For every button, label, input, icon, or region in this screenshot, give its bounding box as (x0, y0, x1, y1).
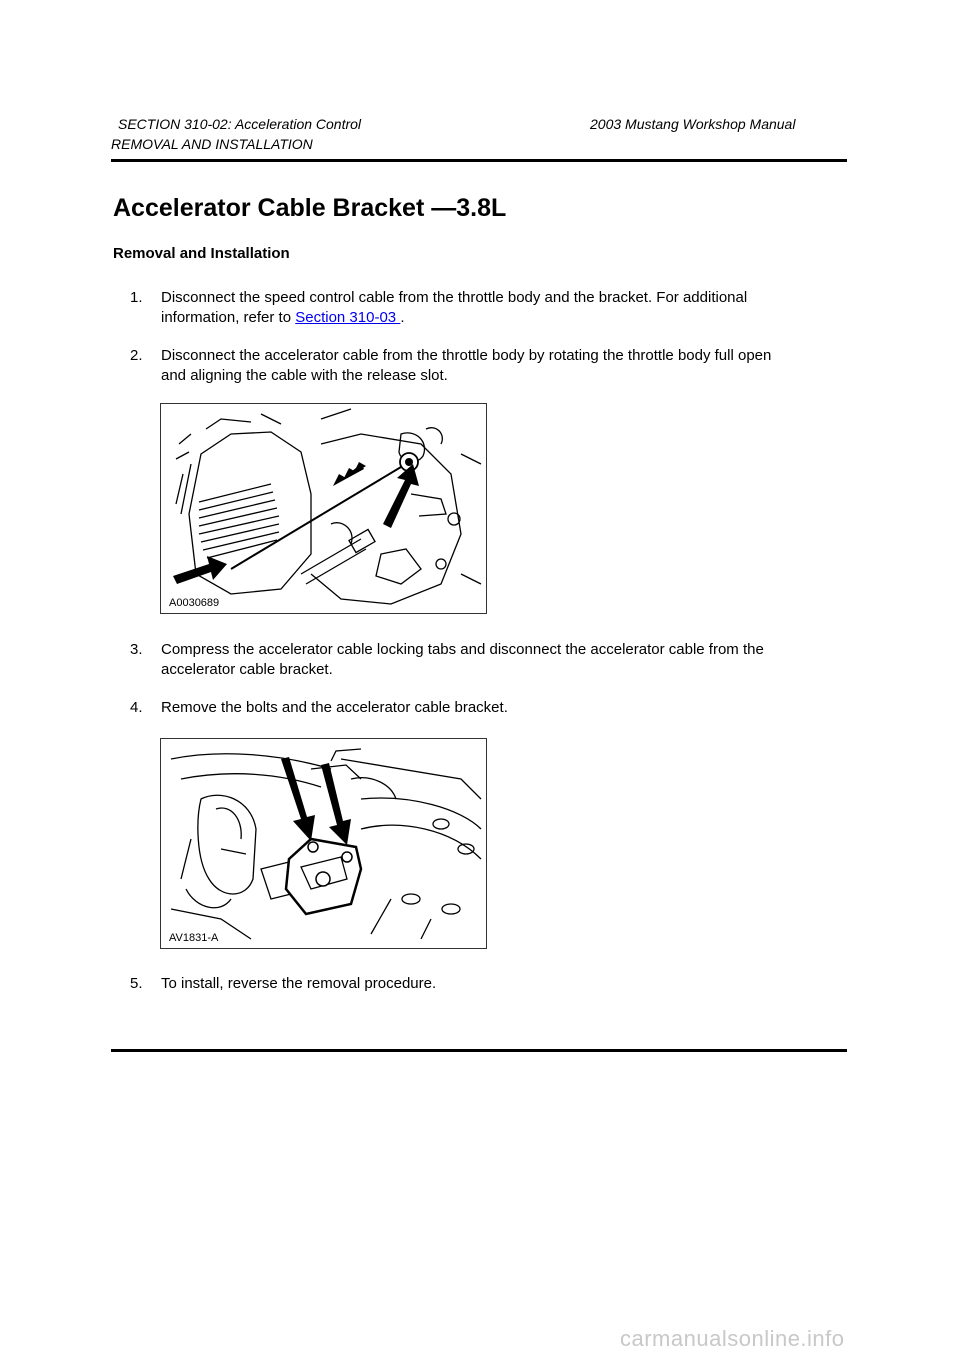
step-number: 3. (130, 641, 143, 658)
step-number: 5. (130, 975, 143, 992)
figure-label: A0030689 (169, 597, 220, 609)
header-subtitle: REMOVAL AND INSTALLATION (111, 136, 313, 152)
step-number: 2. (130, 347, 143, 364)
section-310-03-link[interactable]: Section 310-03 (295, 309, 401, 326)
figure-label: AV1831-A (169, 932, 219, 944)
step-text: Compress the accelerator cable locking tabs and disconnect the accelerator cable from the (161, 641, 764, 658)
step-text: Remove the bolts and the accelerator cable bracket. (161, 699, 508, 716)
throttle-body-illustration (161, 404, 487, 614)
header-divider (111, 159, 847, 162)
step-text-line2: accelerator cable bracket. (161, 661, 333, 678)
step-4 (130, 698, 830, 718)
step-text: Disconnect the accelerator cable from the throttle body by rotating the throttle body full open (161, 347, 772, 364)
cable-bracket-illustration (161, 739, 487, 949)
procedure-subheading: Removal and Installation (113, 245, 290, 262)
header-section: SECTION 310-02: Acceleration Control (118, 116, 362, 132)
step-5 (130, 974, 830, 994)
step-text-line2 (161, 308, 830, 328)
step-text-prefix: information, refer to (161, 309, 296, 326)
footer-divider (111, 1049, 847, 1052)
figure-throttle-body-cable (160, 403, 487, 614)
step-number: 4. (130, 699, 143, 716)
step-3 (130, 640, 830, 680)
step-text-suffix: . (400, 309, 405, 326)
step-1 (130, 288, 830, 328)
step-text: Disconnect the speed control cable from the throttle body and the bracket. For additional (161, 289, 748, 306)
step-text-line2: and aligning the cable with the release slot. (161, 367, 448, 384)
watermark: carmanualsonline.info (620, 1326, 845, 1351)
header-manual-title: 2003 Mustang Workshop Manual (590, 116, 796, 132)
page-title: Accelerator Cable Bracket —3.8L (113, 194, 507, 222)
step-2 (130, 346, 830, 386)
running-header (118, 116, 818, 132)
step-text: To install, reverse the removal procedure. (161, 975, 437, 992)
figure-cable-bracket (160, 738, 487, 949)
step-number: 1. (130, 289, 143, 306)
